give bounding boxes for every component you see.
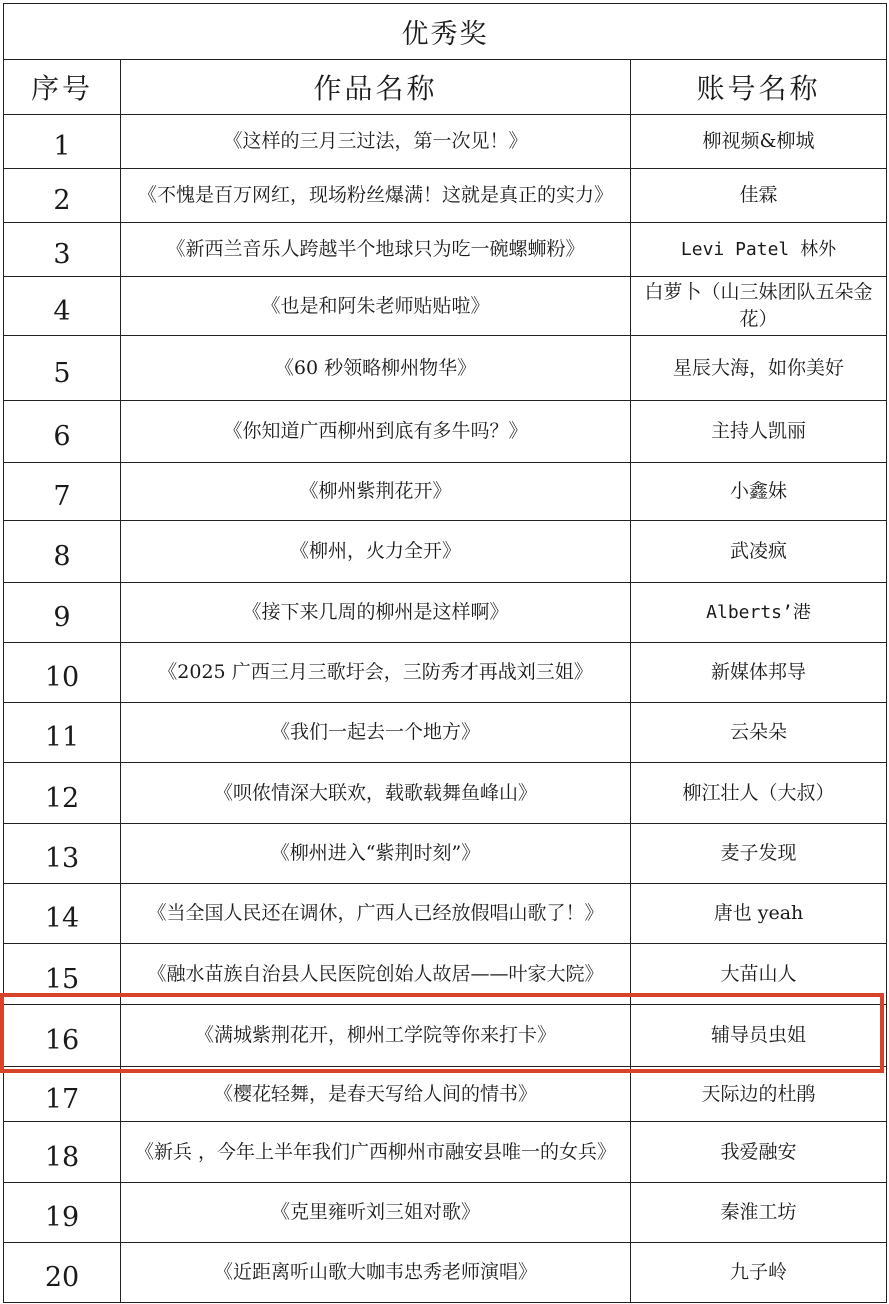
account-name: 柳江壮人（大叔）: [631, 763, 887, 824]
row-number: 4: [4, 277, 121, 336]
account-name: Alberts’港: [631, 583, 887, 643]
row-number: 16: [4, 1005, 121, 1067]
row-number: 11: [4, 703, 121, 763]
account-name: 佳霖: [631, 169, 887, 223]
account-name: 我爱融安: [631, 1122, 887, 1183]
header-account: 账号名称: [631, 60, 887, 115]
table-title-row: [4, 4, 887, 60]
row-number: 3: [4, 223, 121, 277]
row-number: 20: [4, 1243, 121, 1303]
table-row: [4, 169, 887, 223]
table-title: 优秀奖: [4, 4, 887, 60]
work-title: 《你知道广西柳州到底有多牛吗？》: [121, 401, 631, 463]
row-number: 10: [4, 643, 121, 703]
row-number: 19: [4, 1183, 121, 1243]
row-number: 6: [4, 401, 121, 463]
work-title: 《新西兰音乐人跨越半个地球只为吃一碗螺蛳粉》: [121, 223, 631, 277]
work-title: 《克里雍听刘三姐对歌》: [121, 1183, 631, 1243]
work-title: 《也是和阿朱老师贴贴啦》: [121, 277, 631, 336]
work-title: 《樱花轻舞，是春天写给人间的情书》: [121, 1067, 631, 1122]
account-name: 武凌疯: [631, 521, 887, 583]
row-number: 15: [4, 944, 121, 1005]
work-title: 《接下来几周的柳州是这样啊》: [121, 583, 631, 643]
work-title: 《这样的三月三过法，第一次见！》: [121, 115, 631, 169]
table-header-row: [4, 60, 887, 115]
table-row: [4, 277, 887, 336]
work-title: 《当全国人民还在调休，广西人已经放假唱山歌了！》: [121, 884, 631, 944]
table-row: [4, 401, 887, 463]
table-row: [4, 336, 887, 401]
work-title: 《融水苗族自治县人民医院创始人故居——叶家大院》: [121, 944, 631, 1005]
work-title: 《不愧是百万网红，现场粉丝爆满！这就是真正的实力》: [121, 169, 631, 223]
row-number: 8: [4, 521, 121, 583]
header-index: 序号: [4, 60, 121, 115]
work-title: 《近距离听山歌大咖韦忠秀老师演唱》: [121, 1243, 631, 1303]
work-title: 《满城紫荆花开，柳州工学院等你来打卡》: [121, 1005, 631, 1067]
table-row: [4, 643, 887, 703]
work-title: 《60 秒领略柳州物华》: [121, 336, 631, 401]
account-name: 大苗山人: [631, 944, 887, 1005]
account-name: 新媒体邦导: [631, 643, 887, 703]
table-row: [4, 463, 887, 521]
account-name: 九子岭: [631, 1243, 887, 1303]
row-number: 2: [4, 169, 121, 223]
account-name: 秦淮工坊: [631, 1183, 887, 1243]
table-row: [4, 703, 887, 763]
award-table: [3, 3, 887, 1303]
work-title: 《柳州进入“紫荆时刻”》: [121, 824, 631, 884]
table-row: [4, 115, 887, 169]
account-name: 柳视频&柳城: [631, 115, 887, 169]
table-row: [4, 944, 887, 1005]
table-row: [4, 583, 887, 643]
account-name: 主持人凯丽: [631, 401, 887, 463]
row-number: 12: [4, 763, 121, 824]
account-name: 辅导员虫姐: [631, 1005, 887, 1067]
table-row: [4, 1243, 887, 1303]
work-title: 《我们一起去一个地方》: [121, 703, 631, 763]
row-number: 7: [4, 463, 121, 521]
account-name: 小鑫妹: [631, 463, 887, 521]
table-row: [4, 1183, 887, 1243]
row-number: 9: [4, 583, 121, 643]
account-name: 星辰大海，如你美好: [631, 336, 887, 401]
table-row: [4, 1122, 887, 1183]
account-name: 云朵朵: [631, 703, 887, 763]
table-row: [4, 763, 887, 824]
work-title: 《呗侬情深大联欢，载歌载舞鱼峰山》: [121, 763, 631, 824]
account-name: 麦子发现: [631, 824, 887, 884]
table-body: [4, 115, 887, 1303]
table-row: [4, 824, 887, 884]
row-number: 5: [4, 336, 121, 401]
work-title: 《新兵 ，今年上半年我们广西柳州市融安县唯一的女兵》: [121, 1122, 631, 1183]
work-title: 《2025 广西三月三歌圩会，三防秀才再战刘三姐》: [121, 643, 631, 703]
header-work: 作品名称: [121, 60, 631, 115]
account-name: 天际边的杜鹃: [631, 1067, 887, 1122]
row-number: 18: [4, 1122, 121, 1183]
table-row: [4, 1005, 887, 1067]
table-row: [4, 223, 887, 277]
row-number: 14: [4, 884, 121, 944]
account-name: 唐也 yeah: [631, 884, 887, 944]
account-name: 白萝卜（山三妹团队五朵金花）: [631, 277, 887, 336]
table-row: [4, 1067, 887, 1122]
work-title: 《柳州紫荆花开》: [121, 463, 631, 521]
row-number: 17: [4, 1067, 121, 1122]
account-name: Levi Patel 林外: [631, 223, 887, 277]
table-row: [4, 884, 887, 944]
work-title: 《柳州，火力全开》: [121, 521, 631, 583]
table-row: [4, 521, 887, 583]
row-number: 13: [4, 824, 121, 884]
row-number: 1: [4, 115, 121, 169]
